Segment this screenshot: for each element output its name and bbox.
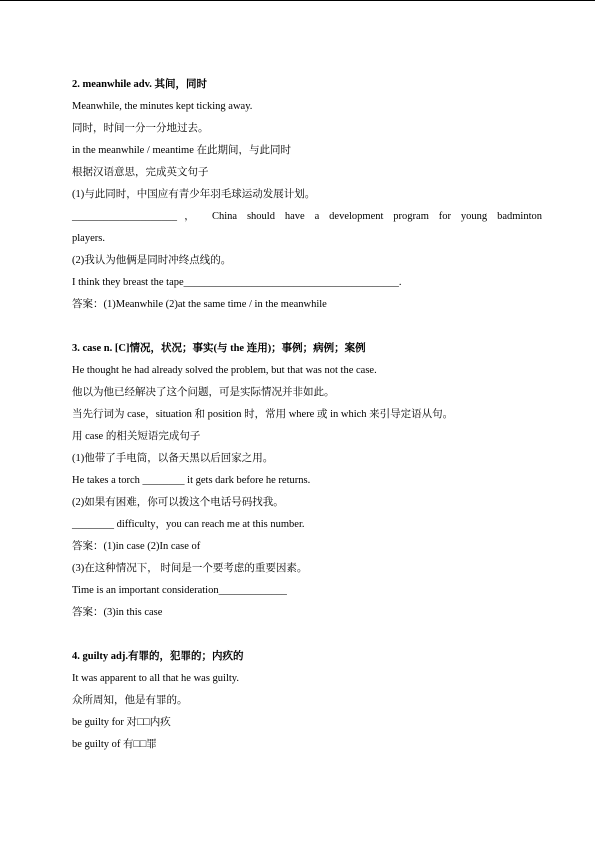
exercise-item-1-prompt: (1)与此同时，中国应有青少年羽毛球运动发展计划。 (72, 189, 316, 200)
grammar-note: 当先行词为 case，situation 和 position 时，常用 where 或 in which 来引导定语从句。 (72, 409, 454, 420)
page-top-rule (0, 0, 595, 1)
exercise-item-1-continuation: players. (72, 233, 105, 244)
example-translation: 他以为他已经解决了这个问题，可是实际情况并非如此。 (72, 387, 335, 398)
example-sentence: Meanwhile, the minutes kept ticking away. (72, 101, 253, 112)
exercise-instruction: 用 case 的相关短语完成句子 (72, 431, 201, 442)
exercise-item-3-blank: Time is an important consideration_____________ (72, 585, 287, 596)
answer-line: 答案：(1)in case (2)In case of (72, 541, 201, 552)
exercise-instruction: 根据汉语意思，完成英文句子 (72, 167, 209, 178)
example-translation: 众所周知，他是有罪的。 (72, 695, 188, 706)
exercise-item-3-prompt: (3)在这种情况下， 时间是一个要考虑的重要因素。 (72, 563, 308, 574)
phrase-note: be guilty for 对□□内疚 (72, 717, 171, 728)
answer-line: 答案：(1)Meanwhile (2)at the same time / in the meanwhile (72, 299, 327, 310)
phrase-note: be guilty of 有□□罪 (72, 739, 157, 750)
section-heading-meanwhile: 2. meanwhile adv. 其间，同时 (72, 79, 208, 90)
phrase-note: in the meanwhile / meantime 在此期间，与此同时 (72, 145, 292, 156)
example-translation: 同时，时间一分一分地过去。 (72, 123, 209, 134)
exercise-item-1-blank: He takes a torch ________ it gets dark before he returns. (72, 475, 311, 486)
example-sentence: He thought he had already solved the problem, but that was not the case. (72, 365, 377, 376)
section-heading-guilty: 4. guilty adj.有罪的，犯罪的；内疚的 (72, 651, 244, 662)
exercise-item-2-blank: I think they breast the tape_________________________________________. (72, 277, 402, 288)
example-sentence: It was apparent to all that he was guilty. (72, 673, 239, 684)
exercise-item-2-blank: ________ difficulty，you can reach me at this number. (72, 519, 305, 530)
section-heading-case: 3. case n. [C]情况，状况；事实(与 the 连用)；事例；病例；案例 (72, 343, 366, 354)
exercise-item-2-prompt: (2)我认为他俩是同时冲终点线的。 (72, 255, 232, 266)
exercise-item-1-blank: ____________________， China should have a development program for young badminton (72, 211, 542, 222)
exercise-item-1-prompt: (1)他带了手电筒，以备天黑以后回家之用。 (72, 453, 274, 464)
exercise-item-2-prompt: (2)如果有困难，你可以拨这个电话号码找我。 (72, 497, 284, 508)
answer-line: 答案：(3)in this case (72, 607, 163, 618)
